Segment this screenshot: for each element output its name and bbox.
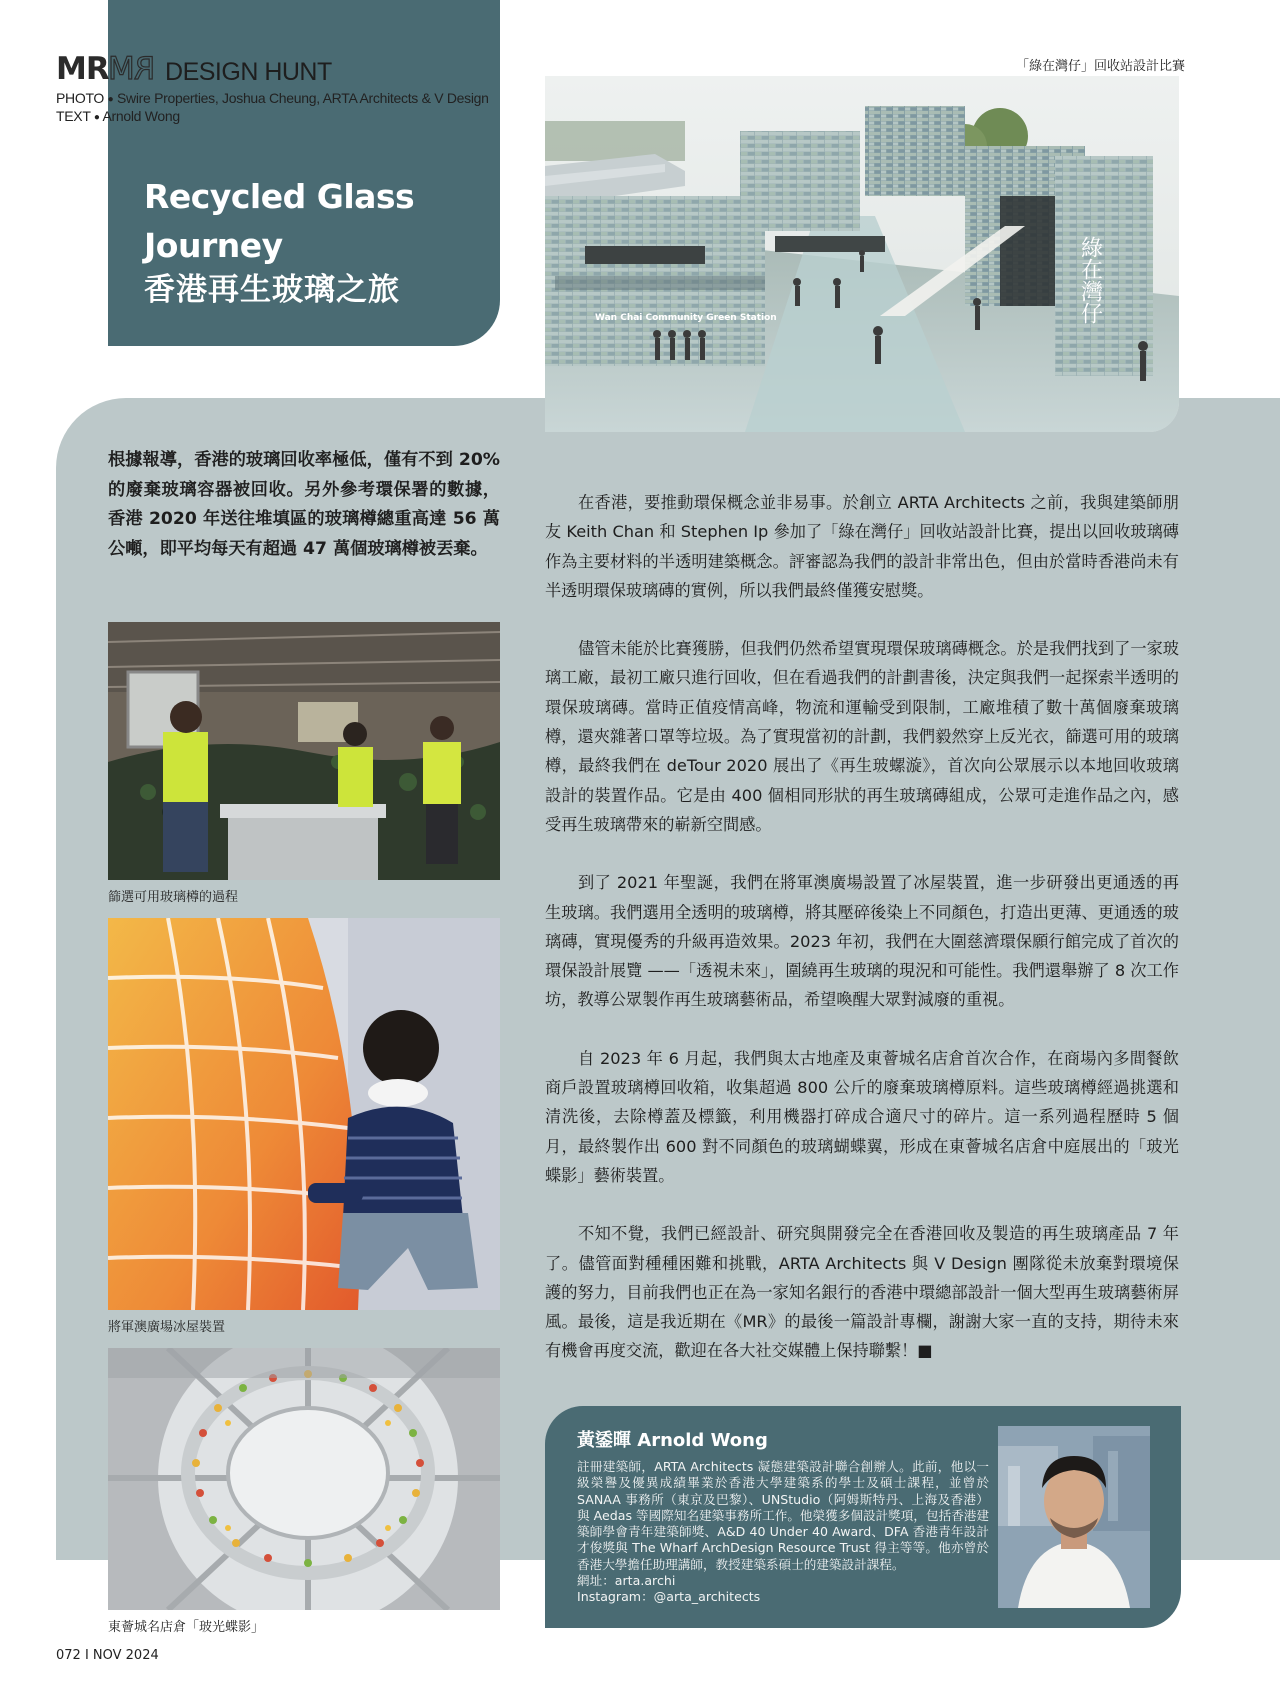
photo-caption-2: 將軍澳廣場冰屋裝置 xyxy=(108,1320,226,1335)
author-name: 黃鋈暉 Arnold Wong xyxy=(577,1430,768,1451)
title-en-line1: Recycled Glass xyxy=(144,177,415,216)
credits: PHOTO ● Swire Properties, Joshua Cheung, ARTA Architects & V Design TEXT ● Arnold Wong xyxy=(56,90,489,124)
hero-calligraphy: 綠在灣仔 xyxy=(1077,236,1103,324)
photo-caption-3: 東薈城名店倉「玻光蝶影」 xyxy=(108,1620,265,1635)
masthead xyxy=(56,51,332,87)
title-en-line2: Journey xyxy=(144,226,283,265)
photo-sorting-bottles xyxy=(108,622,500,880)
article-body xyxy=(545,488,1179,1395)
photo-caption-1: 篩選可用玻璃樽的過程 xyxy=(108,890,239,905)
author-instagram: Instagram：@arta_architects xyxy=(577,1589,761,1605)
intro-paragraph: 根據報導，香港的玻璃回收率極低，僅有不到 20% 的廢棄玻璃容器被回收。另外參考環保署的數據，香港 2020 年送往堆填區的玻璃樽總重高達 56 萬公噸，即平均每天有超過 47 萬個玻璃樽被丟棄。 xyxy=(108,450,500,559)
text-label: TEXT xyxy=(56,108,91,124)
photo-credit: Swire Properties, Joshua Cheung, ARTA Architects & V Design xyxy=(116,90,489,106)
body-paragraph-3: 到了 2021 年聖誕，我們在將軍澳廣場設置了冰屋裝置，進一步研發出更通透的再生玻璃。我們選用全透明的玻璃樽，將其壓碎後染上不同顏色，打造出更薄、更通透的玻璃磚，實現優秀的升級再造效果。2023 年初，我們在大圍慈濟環保願行館完成了首次的環保設計展覽 ——「透視未來」，圍繞再生玻璃的現況和可能性。我們還舉辦了 8 次工作坊，教導公眾製作再生玻璃藝術品，希望喚醒大眾對減廢的重視。 xyxy=(545,873,1179,1010)
body-paragraph-4: 自 2023 年 6 月起，我們與太古地產及東薈城名店倉首次合作，在商場內多間餐飲商戶設置玻璃樽回收箱，收集超過 800 公斤的廢棄玻璃樽原料。這些玻璃樽經過挑選和清洗後，去除樽蓋及標籤，利用機器打碎成合適尺寸的碎片。這一系列過程歷時 5 個月，最終製作出 600 對不同顏色的玻璃蝴蝶翼，形成在東薈城名店倉中庭展出的「玻光蝶影」藝術裝置。 xyxy=(545,1048,1179,1185)
text-credit: Arnold Wong xyxy=(102,108,180,124)
title-chinese: 香港再生玻璃之旅 xyxy=(144,272,400,308)
body-paragraph-1: 在香港，要推動環保概念並非易事。於創立 ARTA Architects 之前，我與建築師朋友 Keith Chan 和 Stephen Ip 參加了「綠在灣仔」回收站設計比賽，提出以回收玻璃磚作為主要材料的半透明建築概念。評審認為我們的設計非常出色，但由於當時香港尚未有半透明環保玻璃磚的實例，所以我們最終僅獲安慰獎。 xyxy=(545,493,1179,600)
author-bio-box xyxy=(545,1406,1181,1628)
author-bio xyxy=(577,1459,989,1606)
author-bio-text: 註冊建築師，ARTA Architects 凝態建築設計聯合創辦人。此前，他以一級榮譽及優異成績畢業於香港大學建築系的學士及碩士課程，並曾於 SANAA 事務所（東京及巴黎）、UNStudio（阿姆斯特丹、上海及香港）與 Aedas 等國際知名建築事務所工作。他榮獲多個設計獎項，包括香港建築師學會青年建築師獎、A&D 40 Under 40 Award、DFA 香港青年設計才俊獎與 The Wharf ArchDesign Resource Trust 得主等等。他亦曾於香港大學擔任助理講師，教授建築系碩士的建築設計課程。 xyxy=(577,1459,989,1572)
page-footer: 072 I NOV 2024 xyxy=(56,1648,159,1663)
section-name: DESIGN HUNT xyxy=(165,58,332,86)
body-paragraph-2: 儘管未能於比賽獲勝，但我們仍然希望實現環保玻璃磚概念。於是我們找到了一家玻璃工廠，最初工廠只進行回收，但在看過我們的計劃書後，決定與我們一起探索半透明的環保玻璃磚。當時正值疫情高峰，物流和運輸受到限制，工廠堆積了數十萬個廢棄玻璃樽，還夾雜著口罩等垃圾。為了實現當初的計劃，我們毅然穿上反光衣，篩選可用的玻璃樽，最終我們在 deTour 2020 展出了《再生玻螺漩》，首次向公眾展示以本地回收玻璃設計的裝置作品。它是由 400 個相同形狀的再生玻璃磚組成，公眾可走進作品之內，感受再生玻璃帶來的嶄新空間感。 xyxy=(545,639,1179,834)
logo-mr: MR xyxy=(56,51,109,87)
author-website: 網址：arta.archi xyxy=(577,1573,676,1589)
photo-igloo-installation xyxy=(108,918,500,1310)
title-english xyxy=(144,172,414,270)
body-paragraph-5: 不知不覺，我們已經設計、研究與開發完全在香港回收及製造的再生玻璃產品 7 年了。儘管面對種種困難和挑戰，ARTA Architects 與 V Design 團隊從未放棄對環境保護的努力，目前我們也正在為一家知名銀行的香港中環總部設計一個大型再生玻璃藝術屏風。最後，這是我近期在《MR》的最後一篇設計專欄，謝謝大家一直的支持，期待未來有機會再度交流，歡迎在各大社交媒體上保持聯繫！■ xyxy=(545,1224,1179,1361)
author-photo xyxy=(998,1426,1150,1608)
hero-rendering xyxy=(545,76,1179,432)
photo-butterfly-installation xyxy=(108,1348,500,1610)
hero-caption: 「綠在灣仔」回收站設計比賽 xyxy=(1016,59,1186,74)
hero-sign-text: Wan Chai Community Green Station xyxy=(595,313,777,323)
logo-rm: RM xyxy=(108,51,156,87)
photo-label: PHOTO xyxy=(56,90,105,106)
